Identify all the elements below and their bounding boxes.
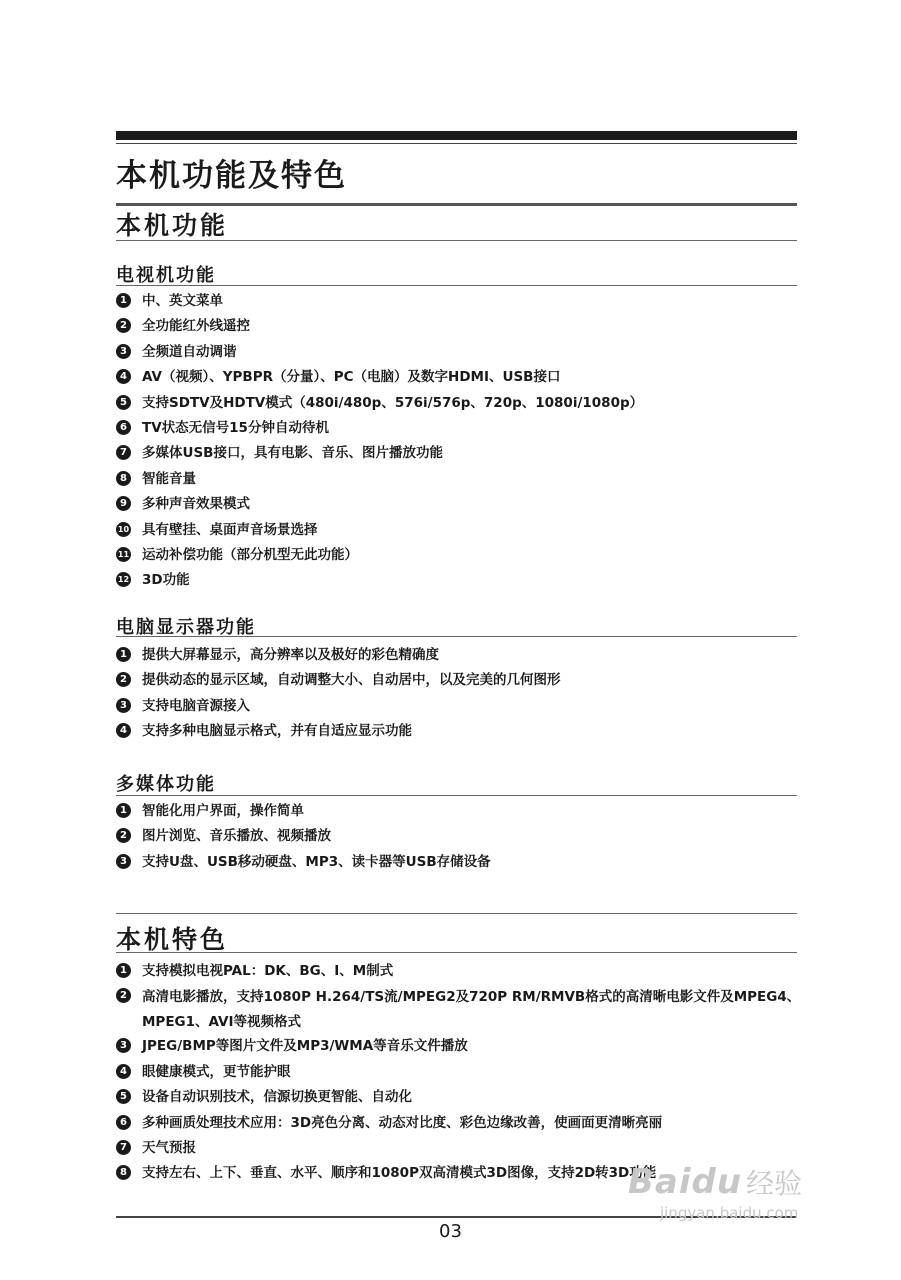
watermark-cn: 经验 [746, 1167, 803, 1200]
item-number-badge: 8 [116, 1165, 131, 1180]
item-number-badge: 11 [116, 547, 131, 562]
item-text: 全功能红外线遥控 [142, 318, 250, 335]
item-number-badge: 8 [116, 471, 131, 486]
item-number-badge: 9 [116, 496, 131, 511]
item-text: 多媒体USB接口，具有电影、音乐、图片播放功能 [142, 445, 443, 462]
features-section-title: 本机特色 [116, 925, 229, 954]
item-text: 提供大屏幕显示，高分辨率以及极好的彩色精确度 [142, 647, 439, 663]
features-divider [116, 952, 797, 953]
watermark-url: jingyan.baidu.com [660, 1204, 799, 1222]
item-text: 眼健康模式，更节能护眼 [142, 1063, 291, 1080]
item-text: 图片浏览、音乐播放、视频播放 [142, 828, 331, 845]
item-number-badge: 4 [116, 369, 131, 384]
item-number-badge: 2 [116, 318, 131, 333]
item-number-badge: 7 [116, 1140, 131, 1155]
item-text: 高清电影播放，支持1080P H.264/TS流/MPEG2及720P RM/RMVB格式的高清晰电影文件及MPEG4、MPEG1、AVI等视频格式 [142, 989, 801, 1031]
item-number-badge: 1 [116, 293, 131, 308]
header-divider [116, 143, 797, 144]
features-top-divider [116, 913, 797, 914]
item-text: 提供动态的显示区域，自动调整大小、自动居中，以及完美的几何图形 [142, 672, 561, 689]
item-text: 全频道自动调谐 [142, 343, 237, 360]
item-number-badge: 2 [116, 828, 131, 843]
item-text: 3D功能 [142, 572, 190, 589]
tv-functions-title: 电视机功能 [116, 265, 216, 286]
item-text: 智能化用户界面，操作简单 [142, 803, 304, 819]
watermark-brand: Baidu [628, 1162, 743, 1202]
item-number-badge: 3 [116, 854, 131, 869]
item-text: JPEG/BMP等图片文件及MP3/WMA等音乐文件播放 [142, 1038, 468, 1055]
item-text: AV（视频）、YPBPR（分量）、PC（电脑）及数字HDMI、USB接口 [142, 369, 561, 386]
item-number-badge: 5 [116, 395, 131, 410]
item-number-badge: 6 [116, 1115, 131, 1130]
page-number: 03 [439, 1221, 462, 1242]
item-text: 天气预报 [142, 1139, 196, 1156]
item-number-badge: 1 [116, 963, 131, 978]
item-text: 多种声音效果模式 [142, 496, 250, 513]
item-text: 中、英文菜单 [142, 293, 223, 309]
item-number-badge: 3 [116, 698, 131, 713]
baidu-watermark [628, 1162, 803, 1222]
pc-functions-divider [116, 636, 797, 637]
item-text: 支持U盘、USB移动硬盘、MP3、读卡器等USB存储设备 [142, 853, 491, 870]
item-number-badge: 12 [116, 572, 131, 587]
header-bar [116, 131, 797, 140]
item-text: 设备自动识别技术，信源切换更智能、自动化 [142, 1089, 412, 1106]
tv-functions-divider [116, 285, 797, 286]
item-text: 支持电脑音源接入 [142, 697, 250, 714]
item-number-badge: 4 [116, 1064, 131, 1079]
item-number-badge: 2 [116, 672, 131, 687]
item-number-badge: 4 [116, 723, 131, 738]
pc-functions-title: 电脑显示器功能 [116, 617, 256, 638]
item-number-badge: 10 [116, 522, 131, 537]
item-number-badge: 7 [116, 445, 131, 460]
multimedia-functions-title: 多媒体功能 [116, 774, 216, 795]
item-number-badge: 1 [116, 803, 131, 818]
multimedia-functions-divider [116, 795, 797, 796]
item-text: 支持模拟电视PAL：DK、BG、I、M制式 [142, 963, 394, 979]
item-text: TV状态无信号15分钟自动待机 [142, 419, 329, 436]
item-number-badge: 3 [116, 344, 131, 359]
item-text: 多种画质处理技术应用：3D亮色分离、动态对比度、彩色边缘改善，使画面更清晰亮丽 [142, 1114, 663, 1131]
item-number-badge: 3 [116, 1038, 131, 1053]
item-number-badge: 6 [116, 420, 131, 435]
functions-divider [116, 240, 797, 241]
item-text: 支持左右、上下、垂直、水平、顺序和1080P双高清模式3D图像，支持2D转3D功能 [142, 1165, 657, 1182]
functions-section-title: 本机功能 [116, 211, 229, 240]
item-text: 运动补偿功能（部分机型无此功能） [142, 546, 358, 563]
item-text: 智能音量 [142, 470, 196, 487]
item-text: 支持多种电脑显示格式，并有自适应显示功能 [142, 723, 412, 740]
page-title: 本机功能及特色 [116, 158, 347, 194]
item-number-badge: 1 [116, 647, 131, 662]
item-number-badge: 2 [116, 988, 131, 1003]
item-text: 支持SDTV及HDTV模式（480i/480p、576i/576p、720p、1080i/1080p） [142, 394, 644, 411]
item-text: 具有壁挂、桌面声音场景选择 [142, 521, 318, 538]
item-number-badge: 5 [116, 1089, 131, 1104]
